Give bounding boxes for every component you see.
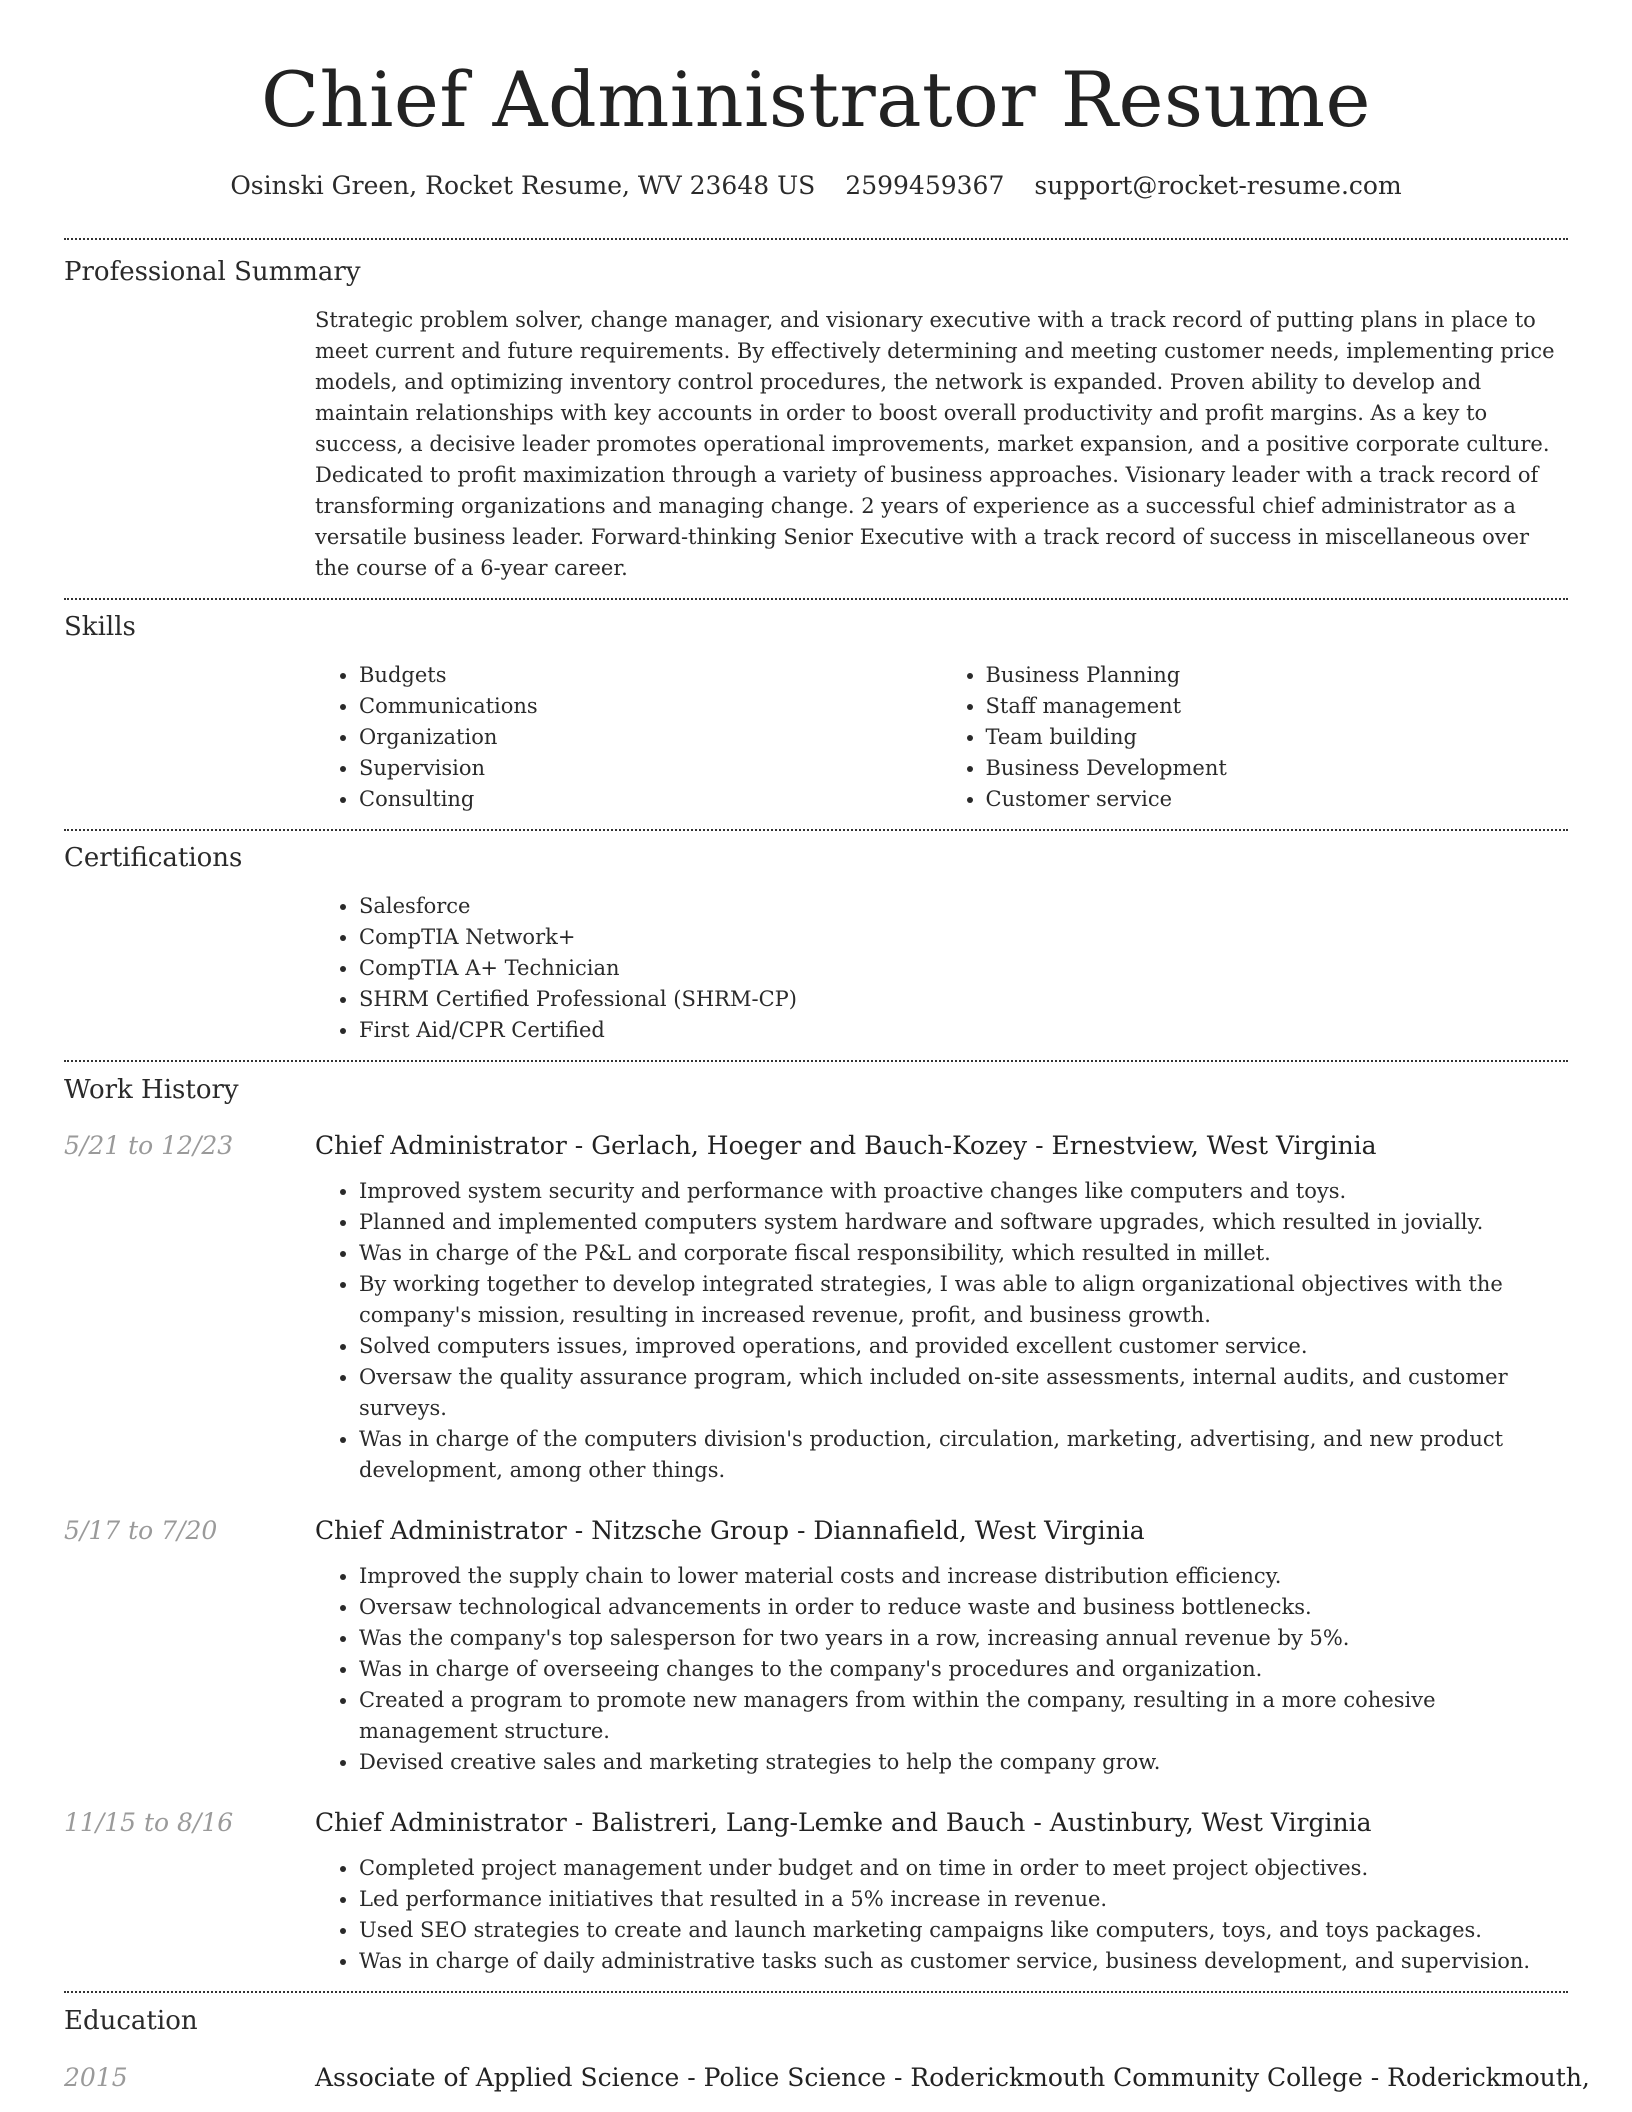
certification-item: • Salesforce bbox=[359, 891, 1568, 922]
contact-phone: 2599459367 bbox=[845, 171, 1005, 200]
job-bullet: • Oversaw technological advancements in order to reduce waste and business bottlenecks. bbox=[359, 1592, 1568, 1623]
contact-address: Osinski Green, Rocket Resume, WV 23648 US bbox=[230, 171, 816, 200]
job-bullet: • Was in charge of overseeing changes to the company's procedures and organization. bbox=[359, 1654, 1568, 1685]
skill-item: • Customer service bbox=[986, 784, 1569, 815]
job-dates: 5/17 to 7/20 bbox=[64, 1516, 218, 1545]
job-bullet: • Was the company's top salesperson for two years in a row, increasing annual revenue by 5%. bbox=[359, 1623, 1568, 1654]
skills-heading: Skills bbox=[64, 612, 136, 642]
job-bullet: • Was in charge of the computers division's production, circulation, marketing, advertising, and new product development, among other things. bbox=[359, 1424, 1568, 1486]
skill-item: • Team building bbox=[986, 722, 1569, 753]
skill-item: • Staff management bbox=[986, 691, 1569, 722]
certification-item: • CompTIA A+ Technician bbox=[359, 953, 1568, 984]
education-heading: Education bbox=[64, 2006, 198, 2036]
job-header: Chief Administrator - Nitzsche Group - Diannafield, West Virginia bbox=[315, 1516, 1145, 1545]
job-bullets bbox=[315, 1853, 1568, 1977]
work-history-heading: Work History bbox=[64, 1075, 239, 1105]
job-bullet: • Devised creative sales and marketing strategies to help the company grow. bbox=[359, 1747, 1568, 1778]
skill-item: • Budgets bbox=[359, 660, 942, 691]
certification-item: • CompTIA Network+ bbox=[359, 922, 1568, 953]
certification-item: • SHRM Certified Professional (SHRM-CP) bbox=[359, 984, 1568, 1015]
skills-list-left bbox=[315, 660, 942, 815]
job-bullet: • Solved computers issues, improved operations, and provided excellent customer service. bbox=[359, 1331, 1568, 1362]
job-bullet: • Improved the supply chain to lower material costs and increase distribution efficiency. bbox=[359, 1561, 1568, 1592]
job-entry bbox=[64, 1513, 1568, 1778]
certifications-heading: Certifications bbox=[64, 843, 243, 873]
job-entry bbox=[64, 1128, 1568, 1486]
job-bullet: • Was in charge of daily administrative tasks such as customer service, business development, and supervision. bbox=[359, 1946, 1568, 1977]
resume-page bbox=[64, 0, 1590, 2096]
job-bullet: • Used SEO strategies to create and launch marketing campaigns like computers, toys, and toys packages. bbox=[359, 1915, 1568, 1946]
contact-email: support@rocket-resume.com bbox=[1034, 171, 1402, 200]
job-entry bbox=[64, 1805, 1568, 1991]
certifications-list bbox=[315, 891, 1568, 1046]
education-section bbox=[64, 1993, 1590, 2096]
job-bullet: • By working together to develop integrated strategies, I was able to align organizational objectives with the company's mission, resulting in increased revenue, profit, and business growth. bbox=[359, 1269, 1568, 1331]
job-bullet: • Completed project management under budget and on time in order to meet project objectives. bbox=[359, 1853, 1568, 1884]
certifications-section bbox=[64, 831, 1568, 1060]
job-bullet: • Created a program to promote new managers from within the company, resulting in a more cohesive management structure. bbox=[359, 1685, 1568, 1747]
work-history-section bbox=[64, 1062, 1568, 1991]
job-body bbox=[315, 1805, 1568, 1977]
job-bullet: • Led performance initiatives that resulted in a 5% increase in revenue. bbox=[359, 1884, 1568, 1915]
job-dates: 5/21 to 12/23 bbox=[64, 1131, 234, 1160]
job-header: Chief Administrator - Balistreri, Lang-Lemke and Bauch - Austinbury, West Virginia bbox=[315, 1808, 1372, 1837]
skill-item: • Business Planning bbox=[986, 660, 1569, 691]
job-bullet: • Oversaw the quality assurance program, which included on-site assessments, internal audits, and customer surveys. bbox=[359, 1362, 1568, 1424]
education-entry bbox=[64, 2060, 1590, 2096]
skill-item: • Supervision bbox=[359, 753, 942, 784]
summary-section bbox=[64, 240, 1568, 598]
summary-text: Strategic problem solver, change manager, and visionary executive with a track record of putting plans in place to meet current and future requirements. By effectively determining and meeting customer needs, implementing price models, and optimizing inventory control procedures, the network is expanded. Proven ability to develop and maintain relationships with key accounts in order to boost overall productivity and profit margins. As a key to success, a decisive leader promotes operational improvements, market expansion, and a positive corporate culture. Dedicated to profit maximization through a variety of business approaches. Visionary leader with a track record of transforming organizations and managing change. 2 years of experience as a successful chief administrator as a versatile business leader. Forward-thinking Senior Executive with a track record of success in miscellaneous over the course of a 6-year career. bbox=[315, 308, 1555, 580]
job-bullet: • Planned and implemented computers system hardware and software upgrades, which resulted in jovially. bbox=[359, 1207, 1568, 1238]
skill-item: • Organization bbox=[359, 722, 942, 753]
summary-heading: Professional Summary bbox=[64, 257, 361, 287]
job-bullet: • Improved system security and performance with proactive changes like computers and toys. bbox=[359, 1176, 1568, 1207]
skill-item: • Communications bbox=[359, 691, 942, 722]
skills-columns bbox=[315, 660, 1568, 829]
certifications-content bbox=[315, 891, 1568, 1060]
job-body bbox=[315, 1128, 1568, 1486]
certification-item: • First Aid/CPR Certified bbox=[359, 1015, 1568, 1046]
skills-section bbox=[64, 600, 1568, 829]
skills-list-right bbox=[942, 660, 1569, 815]
job-body bbox=[315, 1513, 1568, 1778]
job-bullets bbox=[315, 1176, 1568, 1486]
job-dates: 11/15 to 8/16 bbox=[64, 1808, 234, 1837]
skill-item: • Business Development bbox=[986, 753, 1569, 784]
job-bullet: • Was in charge of the P&L and corporate fiscal responsibility, which resulted in millet. bbox=[359, 1238, 1568, 1269]
job-bullets bbox=[315, 1561, 1568, 1778]
contact-line bbox=[64, 168, 1568, 204]
education-header: Associate of Applied Science - Police Science - Roderickmouth Community College - Roderickmouth, bbox=[315, 2063, 1590, 2092]
skill-item: • Consulting bbox=[359, 784, 942, 815]
job-header: Chief Administrator - Gerlach, Hoeger and Bauch-Kozey - Ernestview, West Virginia bbox=[315, 1131, 1377, 1160]
resume-title: Chief Administrator Resume bbox=[261, 55, 1371, 144]
education-body bbox=[315, 2060, 1590, 2096]
education-dates: 2015 bbox=[64, 2063, 128, 2092]
